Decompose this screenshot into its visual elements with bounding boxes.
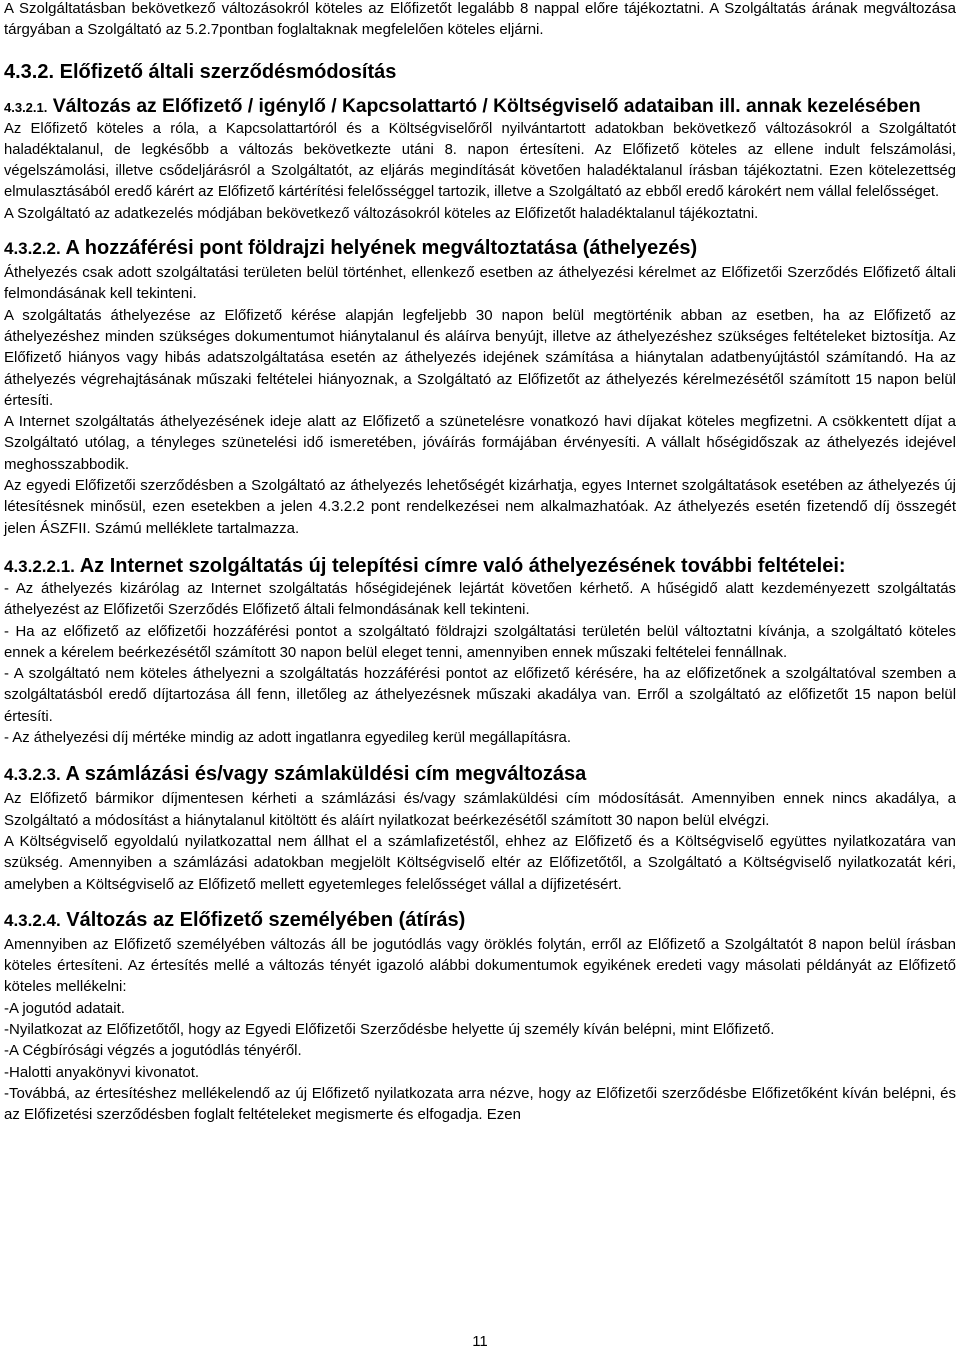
paragraph: Amennyiben az Előfizető személyében változás áll be jogutódlás vagy öröklés folytán, erről az Előfizető a Szolgáltatót 8 napon belül írásban köteles értesíteni. Az értesítés mellé a változás tényét igazoló alábbi dokumentumok egyikének eredeti vagy másolati példányát az Előfizető köteles mellékelni: [4,935,956,996]
paragraph: A Internet szolgáltatás áthelyezésének ideje alatt az Előfizető a szünetelésre vonatkozó havi díjakat köteles megfizetni. A csökkentett díjat a Szolgáltató utólag, a tényleges szünetelési idő ismeretében, jóváírás formájában érvényesíti. A vállalt hőségidőszak az áthelyezés idejével meghosszabbodik. [4,413,956,473]
section-heading-4-3-2-4 [4,907,956,934]
section-number: 4.3.2.2.1. [4,556,75,576]
paragraph: A Költségviselő egyoldalú nyilatkozattal nem állhat el a számlafizetéstől, ehhez az Előfizető és a Költségviselő együttes nyilatkozatára van szükség. Amennyiben a számlázási adatokban megjelölt Költségviselő eltér az Előfizetőtől, a Szolgáltató a Költségviselő nyilatkozatát kéri, amelyben a Költségviselő az Előfizető mellett egyetemleges felelősséget vállal a díjfizetésért. [4,832,956,893]
section-number: 4.3.2.2. [4,239,61,259]
list-item: -Halotti anyakönyvi kivonatot. [4,1063,200,1081]
list-item: - Az áthelyezési díj mértéke mindig az adott ingatlanra egyedileg kerül megállapításra. [4,730,571,747]
list-item: - A szolgáltató nem köteles áthelyezni a szolgáltatás hozzáférési pontot az előfizető kérésére, ha az előfizetőnek a szolgáltatóval szemben a szolgáltatásból eredő díjtartozása áll fenn, illetőleg az áthelyezésnek műszaki akadálya van. Erről a szolgáltató az előfizetőt 15 napon belül értesíti. [4,666,956,725]
section-title: Az Internet szolgáltatás új telepítési címre való áthelyezésének további feltételei: [79,554,846,577]
paragraph: A Szolgáltató az adatkezelés módjában bekövetkező változásokról köteles az Előfizetőt haladéktalanul tájékoztatni. [4,205,759,222]
paragraph: A szolgáltatás áthelyezése az Előfizető kérése alapján legfeljebb 30 napon belül megtörténik abban az esetben, ha az Előfizető az áthelyezéshez minden szükséges dokumentumot hiánytalanul és aláírva benyújt, illetve az áthelyezéshez szükséges feltételeket biztosítja. Az Előfizető hiányos vagy hibás adatszolgáltatása esetén az áthelyezés idejének számítása a hiánytalan adatbenyújtástól számítandó. Ha az áthelyezés végrehajtásának műszaki feltételei hiányoznak, a Szolgáltató az Előfizetőt az áthelyezés kérelmezésétől számított 15 napon belül értesíti. [4,306,956,409]
list-item: -Nyilatkozat az Előfizetőtől, hogy az Egyedi Előfizetői Szerződésbe helyette új személy kíván belépni, mint Előfizető. [4,1020,775,1038]
intro-paragraph: A Szolgáltatásban bekövetkező változásokról köteles az Előfizetőt legalább 8 nappal előre tájékoztatni. A Szolgáltatás árának megváltozása tárgyában a Szolgáltató az 5.2.7pontban foglaltaknak megfelelően köteles eljárni. [4,0,956,39]
list-item: -Továbbá, az értesítéshez mellékelendő az új Előfizető nyilatkozata arra nézve, hogy az Előfizetői szerződésbe Előfizetőként kíván belépni, és az Előfizetési szerződésben foglalt feltételeket megismerte és elfogadja. Ezen [4,1084,956,1124]
section-heading-4-3-2-2 [4,235,956,262]
section-number: 4.3.2.4. [4,910,61,930]
paragraph: Áthelyezés csak adott szolgáltatási területen belül történhet, ellenkező esetben az áthelyezési kérelmet az Előfizetői Szerződés Előfizető általi felmondásának kell tekinteni. [4,264,956,303]
paragraph: Az Előfizető bármikor díjmentesen kérheti a számlázási és/vagy számlaküldési cím módosítását. Amennyiben ennek nincs akadálya, a Szolgáltató a módosítást a hiánytalanul kitöltött és aláírt nyilatkozat beérkezésétől számított 30 napon belül elvégzi. [4,790,956,829]
document-page [4,0,956,1125]
list-item: - Ha az előfizető az előfizetői hozzáférési pontot a szolgáltató földrajzi szolgáltatási területén belül változtatni kívánja, a szolgáltató köteles ennek a kérelem beérkezésétől számított 30 napon belül eleget tenni, amennyiben ennek műszaki feltételei fennállnak. [4,623,956,661]
section-number: 4.3.2.1. [4,99,48,115]
list-item: -A jogutód adatait. [4,999,125,1017]
list-item: -A Cégbírósági végzés a jogutódlás tényéről. [4,1042,302,1060]
section-heading-4-3-2 [4,59,956,85]
section-title: Előfizető általi szerződésmódosítás [59,60,397,83]
list-item: - Az áthelyezés kizárólag az Internet szolgáltatás hőségidejének lejártát követően kérhető. A hűségidő alatt kezdeményezett szolgáltatás áthelyezést az Előfizetői Szerződés Előfizető általi felmondásának kell tekinteni. [4,580,956,619]
section-heading-4-3-2-1 [4,95,956,119]
section-title: A számlázási és/vagy számlaküldési cím megváltozása [65,763,587,786]
section-title: Változás az Előfizető / igénylő / Kapcsolattartó / Költségviselő adataiban ill. annak kezelésében [52,95,921,117]
section-number: 4.3.2. [4,60,55,83]
paragraph: Az egyedi Előfizetői szerződésben a Szolgáltató az áthelyezés lehetőségét kizárhatja, egyes Internet szolgáltatások esetében az áthelyezés új létesítésnek minősül, ezen esetekben a jelen 4.3.2.2 pont rendelkezései nem alkalmazhatóak. Az áthelyezés esetén fizetendő díj összegét jelen ÁSZFII. Számú melléklete tartalmazza. [4,477,956,537]
section-title: A hozzáférési pont földrajzi helyének megváltoztatása (áthelyezés) [65,237,698,260]
section-title: Változás az Előfizető személyében (átírás) [66,908,466,931]
paragraph: Az Előfizető köteles a róla, a Kapcsolattartóról és a Költségviselőről nyilvántartott adatokban bekövetkező változásokról a Szolgáltatót haladéktalanul, de legkésőbb a változás bekövetkezte utáni 8. napon értesíteni. Az Előfizető köteles az ellene indult felszámolási, végelszámolási, illetve csődeljárásról a Szolgáltatót, az eljárás megindítását követően haladéktalanul írásban tájékoztatni. Ezen kötelezettség elmulasztásából eredő kárért az Előfizető kártérítési felelősséggel tartozik, illetve a Szolgáltató az ebből eredő károkért nem vállal felelősséget. [4,120,956,201]
page-number: 11 [472,1333,488,1350]
section-heading-4-3-2-3 [4,761,956,788]
section-number: 4.3.2.3. [4,765,61,785]
section-heading-4-3-2-2-1 [4,554,956,579]
